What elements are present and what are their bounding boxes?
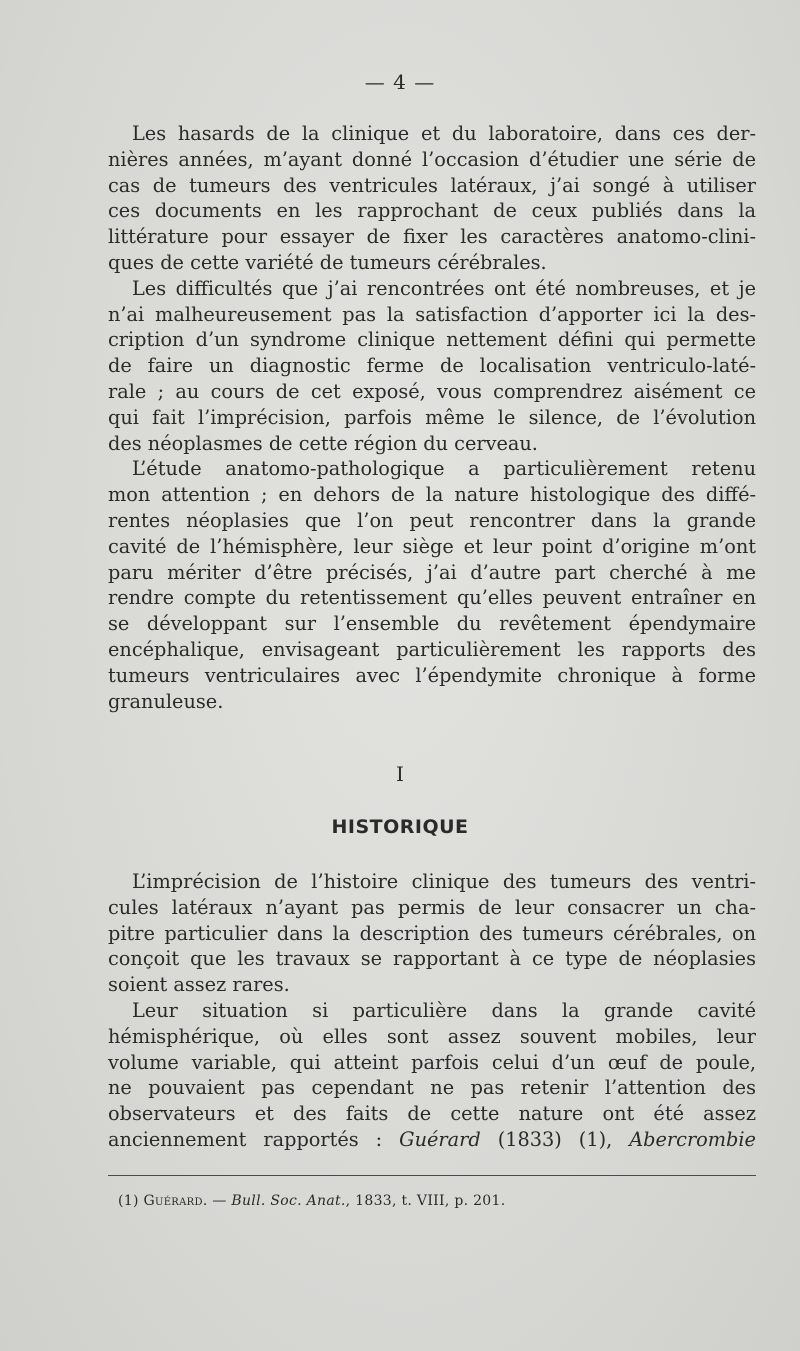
footnote-separator: . — — [202, 1193, 227, 1209]
text-line: Les difficultés que j’ai rencontrées ont été nombreuses, et je — [132, 276, 756, 300]
page-number: — 4 — — [364, 70, 436, 94]
section-number: I — [396, 762, 404, 786]
text-line: des néoplasmes de cette région du cerveau. — [108, 431, 538, 455]
text-line: volume variable, qui atteint parfois celui d’un œuf de poule, — [108, 1050, 756, 1074]
text-line: Les hasards de la clinique et du laboratoire, dans ces der- — [132, 122, 756, 145]
footnote — [118, 1193, 505, 1209]
historique-text — [108, 869, 756, 1153]
citation: (1833) (1), — [497, 1127, 613, 1151]
text-line: L’étude anatomo-pathologique a particulièrement retenu — [132, 457, 756, 481]
footnote-journal: Bull. Soc. Anat. — [231, 1193, 346, 1209]
text-line: encéphalique, envisageant particulièrement les rapports des — [108, 637, 756, 661]
intro-text — [108, 121, 756, 714]
text-line: rendre compte du retentissement qu’elles peuvent entraîner en — [108, 586, 756, 610]
text-line: nières années, m’ayant donné l’occasion d’étudier une série de — [108, 147, 756, 171]
text-line-references — [108, 1127, 756, 1153]
section-title: HISTORIQUE — [331, 816, 469, 838]
author-name: Abercrombie — [629, 1127, 756, 1151]
footnote-marker: (1) — [118, 1193, 139, 1209]
text-line: littérature pour essayer de fixer les caractères anatomo-clini- — [108, 225, 756, 249]
text-line: rentes néoplasies que l’on peut rencontrer dans la grande — [108, 508, 756, 532]
text-line: pitre particulier dans la description des tumeurs cérébrales, on — [108, 921, 756, 945]
text-line: soient assez rares. — [108, 973, 290, 997]
text-line: cription d’un syndrome clinique nettement défini qui permette — [108, 328, 756, 352]
text-line: conçoit que les travaux se rapportant à ce type de néoplasies — [108, 947, 756, 971]
text-line: L’imprécision de l’histoire clinique des tumeurs des ventri- — [132, 870, 756, 893]
text-line: Leur situation si particulière dans la grande cavité — [132, 998, 756, 1022]
text-line: paru mériter d’être précisés, j’ai d’autre part cherché à me — [108, 560, 756, 584]
text-line: ques de cette variété de tumeurs cérébrales. — [108, 250, 547, 274]
text-line: observateurs et des faits de cette nature ont été assez — [108, 1102, 756, 1126]
text-line: cavité de l’hémisphère, leur siège et leur point d’origine m’ont — [108, 534, 756, 558]
author-name: Guérard — [399, 1127, 481, 1151]
text-line: tumeurs ventriculaires avec l’épendymite chronique à forme — [108, 663, 756, 687]
footnote-reference: , 1833, t. VIII, p. 201. — [345, 1193, 506, 1209]
text-line: qui fait l’imprécision, parfois même le silence, de l’évolution — [108, 405, 756, 429]
text-line: rale ; au cours de cet exposé, vous comprendrez aisément ce — [108, 379, 756, 403]
text-line: mon attention ; en dehors de la nature histologique des diffé- — [108, 483, 756, 507]
text-line: granuleuse. — [108, 689, 224, 713]
text-line: se développant sur l’ensemble du revêtement épendymaire — [108, 612, 756, 636]
footnote-author: Guérard — [143, 1193, 203, 1209]
text-line: ces documents en les rapprochant de ceux publiés dans la — [108, 199, 756, 223]
footnote-divider — [108, 1175, 756, 1176]
text-line: de faire un diagnostic ferme de localisation ventriculo-laté- — [108, 354, 756, 378]
text-line: ne pouvaient pas cependant ne pas retenir l’attention des — [108, 1076, 756, 1100]
text-line: n’ai malheureusement pas la satisfaction d’apporter ici la des- — [108, 302, 756, 326]
text-line: cules latéraux n’ayant pas permis de leur consacrer un cha- — [108, 895, 756, 919]
text-line: hémisphérique, où elles sont assez souvent mobiles, leur — [108, 1024, 756, 1048]
text-line: cas de tumeurs des ventricules latéraux, j’ai songé à utiliser — [108, 173, 756, 197]
text-segment: anciennement rapportés : — [108, 1127, 383, 1151]
